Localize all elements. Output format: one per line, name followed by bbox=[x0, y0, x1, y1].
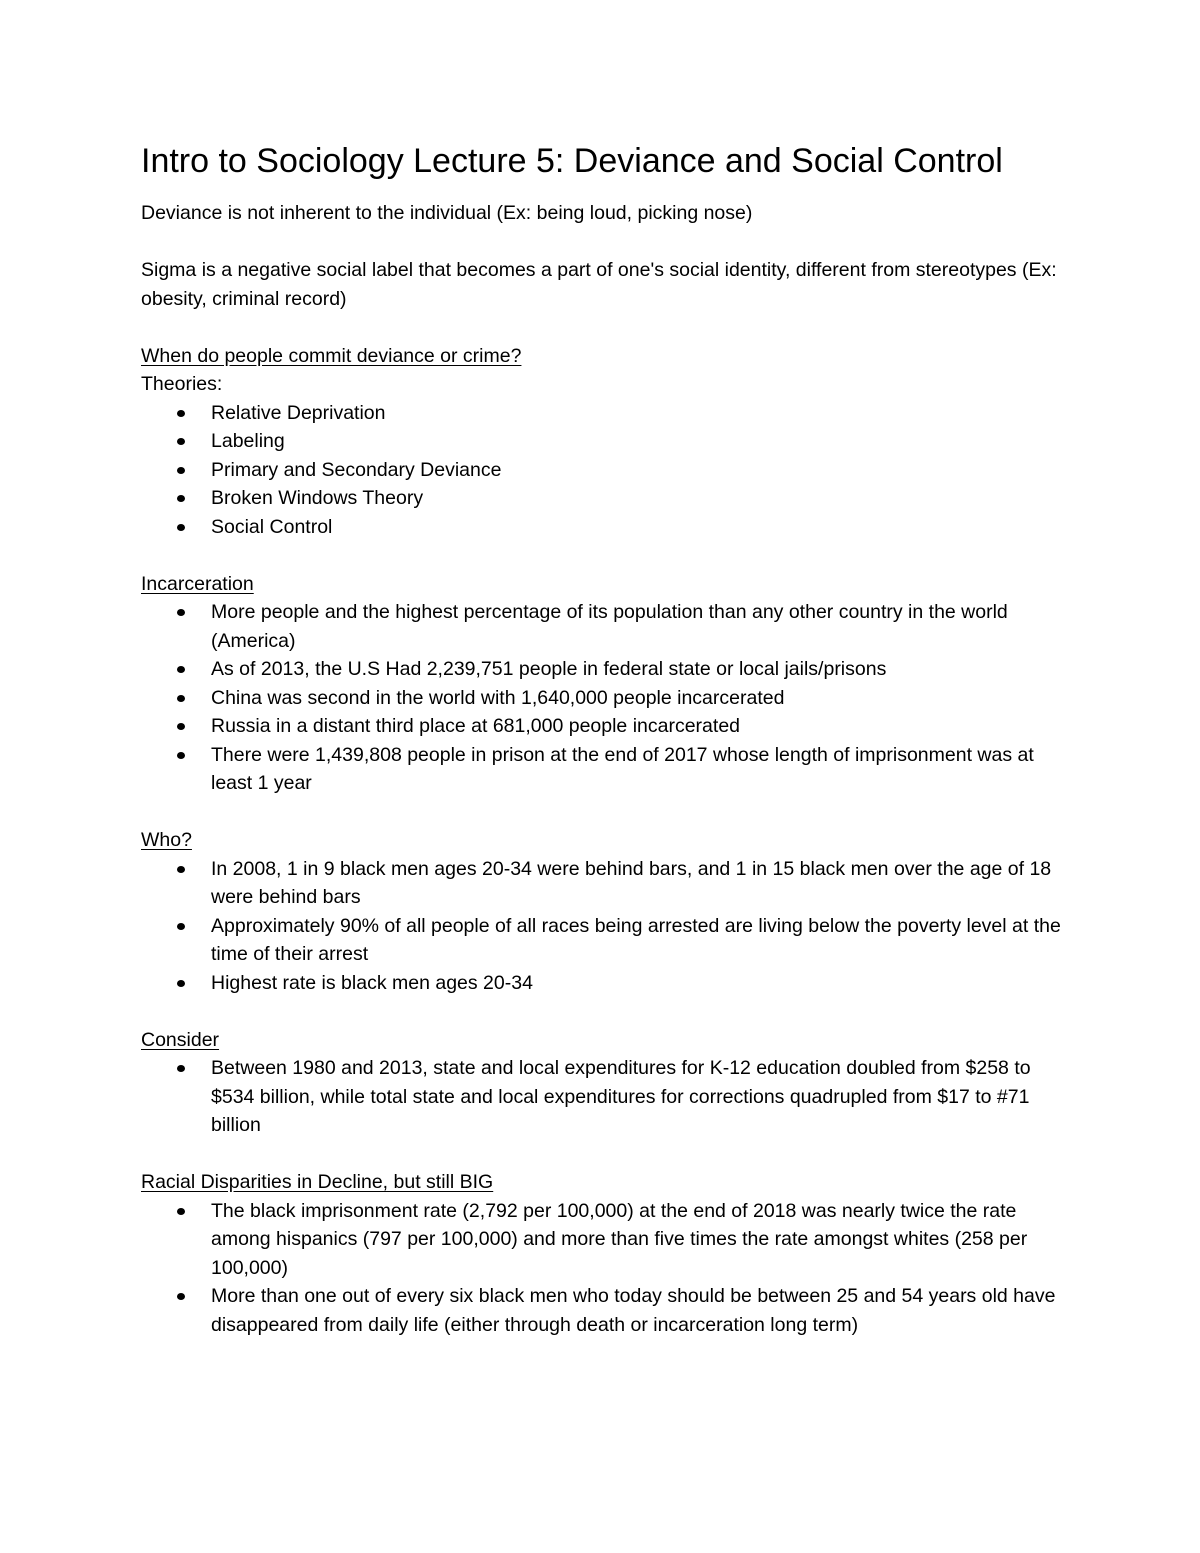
list-item: In 2008, 1 in 9 black men ages 20-34 were behind bars, and 1 in 15 black men over the age of 18 were behind bars bbox=[141, 855, 1071, 912]
bullet-icon bbox=[177, 980, 185, 987]
list-item: Highest rate is black men ages 20-34 bbox=[141, 969, 1071, 998]
list-item: Labeling bbox=[141, 427, 1071, 456]
bullet-icon bbox=[177, 923, 185, 930]
list-item: Social Control bbox=[141, 513, 1071, 542]
spacer bbox=[141, 997, 1071, 1026]
section-heading-incarceration: Incarceration bbox=[141, 572, 254, 595]
spacer bbox=[141, 1140, 1071, 1169]
incarceration-list bbox=[141, 598, 1071, 798]
section-heading-racial-disparities: Racial Disparities in Decline, but still BIG bbox=[141, 1171, 494, 1193]
document-page bbox=[141, 138, 1071, 1339]
bullet-icon bbox=[177, 609, 185, 616]
theories-label: Theories: bbox=[141, 373, 223, 395]
bullet-icon bbox=[177, 752, 185, 759]
spacer bbox=[141, 313, 1071, 342]
bullet-icon bbox=[177, 495, 185, 502]
bullet-icon bbox=[177, 410, 185, 417]
bullet-icon bbox=[177, 866, 185, 873]
bullet-icon bbox=[177, 1293, 185, 1300]
consider-list bbox=[141, 1054, 1071, 1140]
bullet-icon bbox=[177, 695, 185, 702]
list-item: More than one out of every six black men who today should be between 25 and 54 years old have disappeared from daily life (either through death or incarceration long term) bbox=[141, 1282, 1071, 1339]
list-item: Primary and Secondary Deviance bbox=[141, 456, 1071, 485]
document-title: Intro to Sociology Lecture 5: Deviance and Social Control bbox=[141, 142, 1003, 180]
list-item: The black imprisonment rate (2,792 per 100,000) at the end of 2018 was nearly twice the rate among hispanics (797 per 100,000) and more than five times the rate amongst whites (258 per 100,000) bbox=[141, 1197, 1071, 1283]
bullet-icon bbox=[177, 524, 185, 531]
racial-disparities-list bbox=[141, 1197, 1071, 1340]
list-item: China was second in the world with 1,640,000 people incarcerated bbox=[141, 684, 1071, 713]
bullet-icon bbox=[177, 438, 185, 445]
bullet-icon bbox=[177, 1065, 185, 1072]
who-list bbox=[141, 855, 1071, 998]
section-heading-when: When do people commit deviance or crime? bbox=[141, 344, 522, 367]
list-item: Relative Deprivation bbox=[141, 399, 1071, 428]
section-heading-consider: Consider bbox=[141, 1028, 220, 1051]
bullet-icon bbox=[177, 467, 185, 474]
list-item: Approximately 90% of all people of all races being arrested are living below the poverty level at the time of their arrest bbox=[141, 912, 1071, 969]
intro-paragraph-stigma: Sigma is a negative social label that becomes a part of one's social identity, different from stereotypes (Ex: obesity, criminal record) bbox=[141, 259, 1057, 310]
list-item: As of 2013, the U.S Had 2,239,751 people in federal state or local jails/prisons bbox=[141, 655, 1071, 684]
list-item: Broken Windows Theory bbox=[141, 484, 1071, 513]
bullet-icon bbox=[177, 723, 185, 730]
intro-paragraph-deviance: Deviance is not inherent to the individual (Ex: being loud, picking nose) bbox=[141, 202, 753, 224]
bullet-icon bbox=[177, 1208, 185, 1215]
spacer bbox=[141, 798, 1071, 827]
list-item: Russia in a distant third place at 681,000 people incarcerated bbox=[141, 712, 1071, 741]
list-item: There were 1,439,808 people in prison at the end of 2017 whose length of imprisonment was at least 1 year bbox=[141, 741, 1071, 798]
section-heading-who: Who? bbox=[141, 829, 192, 851]
list-item: More people and the highest percentage of its population than any other country in the world (America) bbox=[141, 598, 1071, 655]
list-item: Between 1980 and 2013, state and local expenditures for K-12 education doubled from $258 to $534 billion, while total state and local expenditures for corrections quadrupled from $17 to #71 billion bbox=[141, 1054, 1071, 1140]
spacer bbox=[141, 541, 1071, 570]
theories-list bbox=[141, 399, 1071, 542]
spacer bbox=[141, 228, 1071, 257]
bullet-icon bbox=[177, 666, 185, 673]
